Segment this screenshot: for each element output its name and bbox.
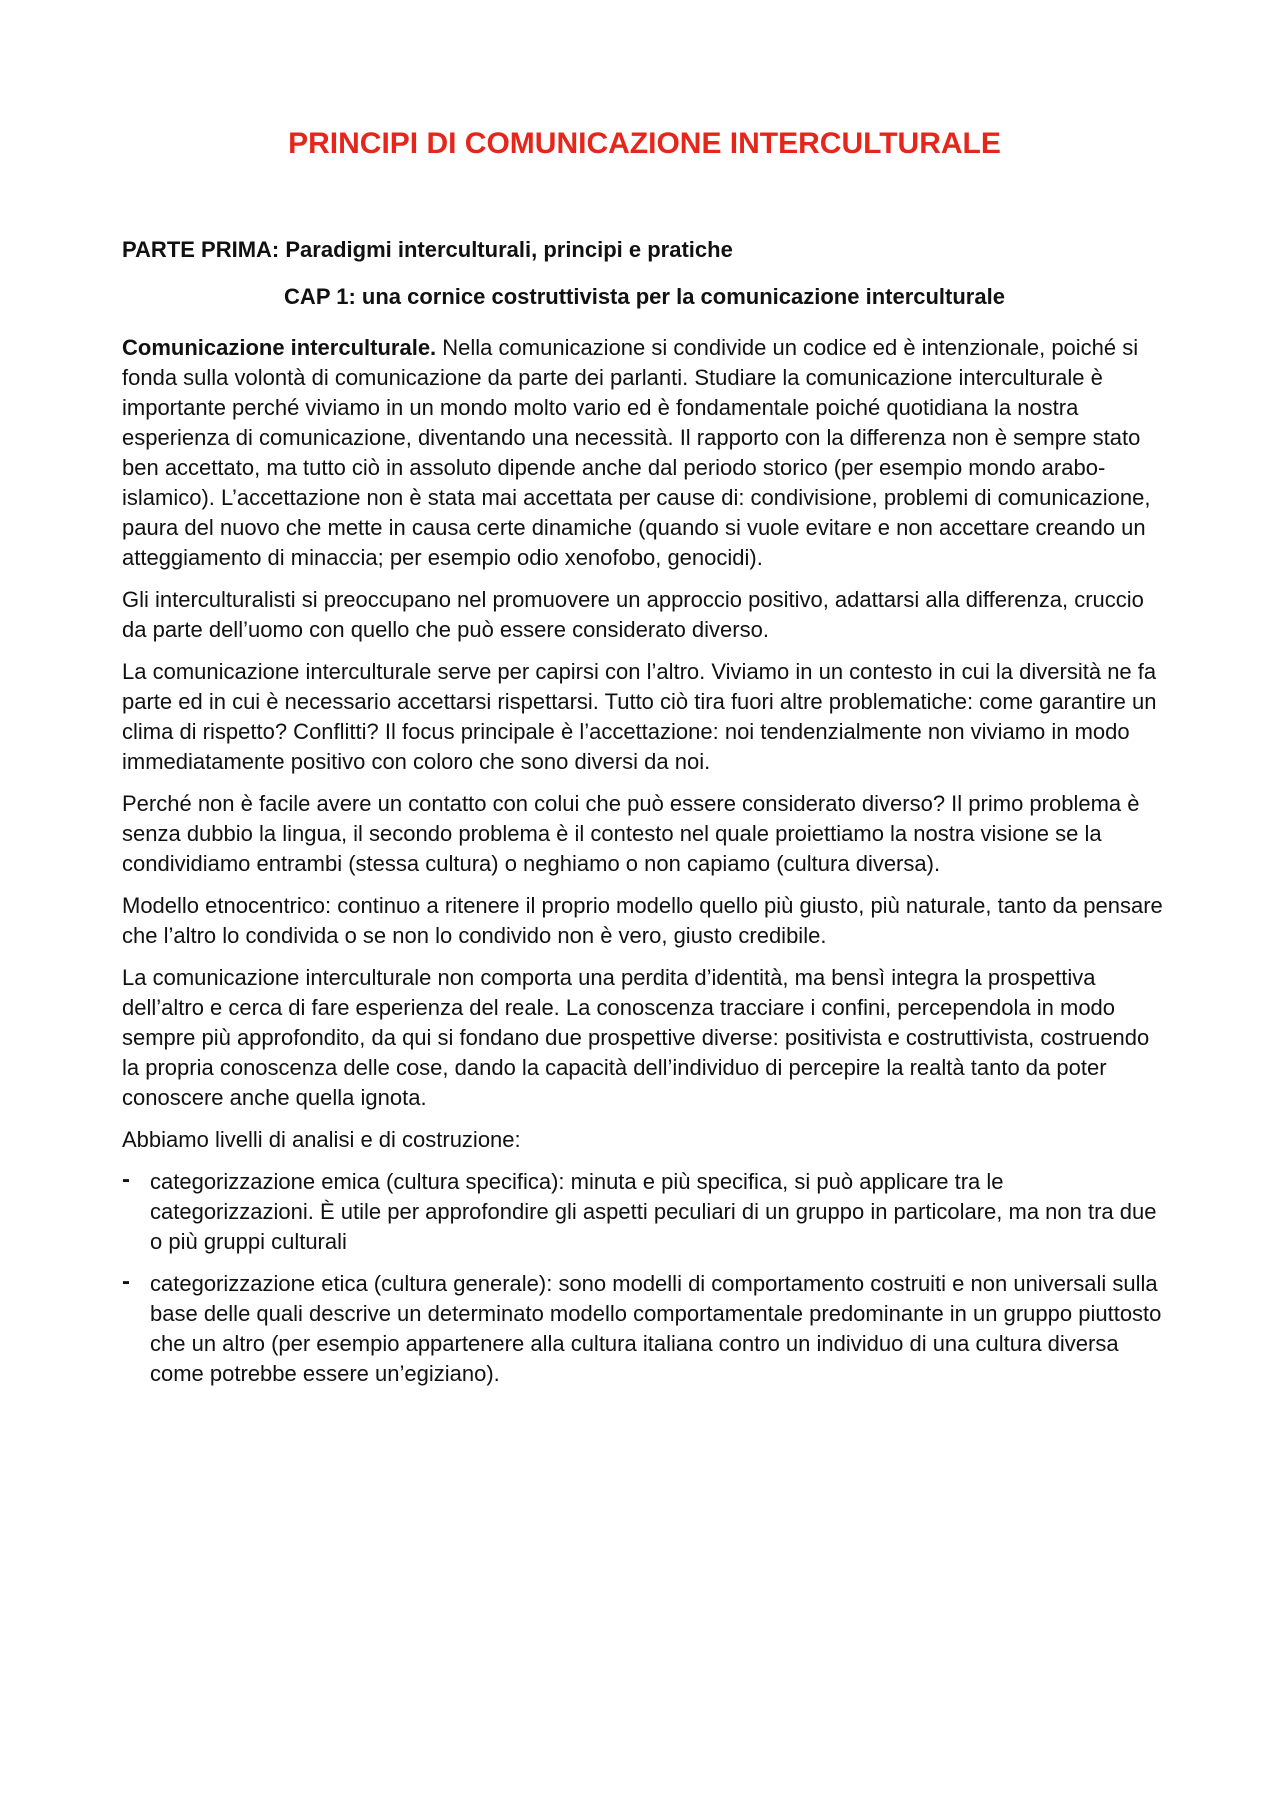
categorization-list xyxy=(122,1167,1167,1389)
paragraph-capirsi: La comunicazione interculturale serve per capirsi con l’altro. Viviamo in un contesto in cui la diversità ne fa parte ed in cui è necessario accettarsi rispettarsi. Tutto ciò tira fuori altre problematiche: come garantire un clima di rispetto? Conflitti? Il focus principale è l’accettazione: noi tendenzialmente non viviamo in modo immediatamente positivo con coloro che sono diversi da noi. xyxy=(122,659,1157,774)
paragraph-lead: Comunicazione interculturale. xyxy=(122,335,437,360)
list-item xyxy=(122,1167,1167,1257)
paragraph-text: Nella comunicazione si condivide un codice ed è intenzionale, poiché si fonda sulla volontà di comunicazione da parte dei parlanti. Studiare la comunicazione interculturale è importante perché viviamo in un mondo molto vario ed è fondamentale poiché quotidiana la nostra esperienza di comunicazione, diventando una necessità. Il rapporto con la differenza non è sempre stato ben accettato, ma tutto ciò in assoluto dipende anche dal periodo storico (per esempio mondo arabo-islamico). L’accettazione non è stata mai accettata per cause di: condivisione, problemi di comunicazione, paura del nuovo che mette in causa certe dinamiche (quando si vuole evitare e non accettare creando un atteggiamento di minaccia; per esempio odio xenofobo, genocidi). xyxy=(122,335,1151,570)
part-heading: PARTE PRIMA: Paradigmi interculturali, principi e pratiche xyxy=(122,237,733,262)
dash-bullet-icon: - xyxy=(122,1166,130,1193)
paragraph-interculturalisti: Gli interculturalisti si preoccupano nel promuovere un approccio positivo, adattarsi alla differenza, cruccio da parte dell’uomo con quello che può essere considerato diverso. xyxy=(122,587,1144,642)
paragraph-livelli: Abbiamo livelli di analisi e di costruzione: xyxy=(122,1127,521,1152)
paragraph-identita: La comunicazione interculturale non comporta una perdita d’identità, ma bensì integra la prospettiva dell’altro e cerca di fare esperienza del reale. La conoscenza tracciare i confini, percependola in modo sempre più approfondito, da qui si fondano due prospettive diverse: positivista e costruttivista, costruendo la propria conoscenza delle cose, dando la capacità dell’individuo di percepire la realtà tanto da poter conoscere anche quella ignota. xyxy=(122,965,1150,1110)
paragraph-intro xyxy=(122,333,1167,573)
document-title: PRINCIPI DI COMUNICAZIONE INTERCULTURALE xyxy=(288,127,1001,160)
paragraph-contatto: Perché non è facile avere un contatto con colui che può essere considerato diverso? Il primo problema è senza dubbio la lingua, il secondo problema è il contesto nel quale proiettiamo la nostra visione se la condividiamo entrambi (stessa cultura) o neghiamo o non capiamo (cultura diversa). xyxy=(122,791,1140,876)
paragraph-modello-etnocentrico: Modello etnocentrico: continuo a ritenere il proprio modello quello più giusto, più naturale, tanto da pensare che l’altro lo condivida o se non lo condivido non è vero, giusto credibile. xyxy=(122,893,1163,948)
document-body xyxy=(122,333,1167,1401)
chapter-heading: CAP 1: una cornice costruttivista per la comunicazione interculturale xyxy=(284,284,1005,309)
dash-bullet-icon: - xyxy=(122,1268,130,1295)
list-item-text: categorizzazione emica (cultura specifica): minuta e più specifica, si può applicare tra le categorizzazioni. È utile per approfondire gli aspetti peculiari di un gruppo in particolare, ma non tra due o più gruppi culturali xyxy=(150,1169,1157,1254)
list-item-text: categorizzazione etica (cultura generale): sono modelli di comportamento costruiti e non universali sulla base delle quali descrive un determinato modello comportamentale predominante in un gruppo piuttosto che un altro (per esempio appartenere alla cultura italiana contro un individuo di una cultura diversa come potrebbe essere un’egiziano). xyxy=(150,1271,1162,1386)
list-item xyxy=(122,1269,1167,1389)
